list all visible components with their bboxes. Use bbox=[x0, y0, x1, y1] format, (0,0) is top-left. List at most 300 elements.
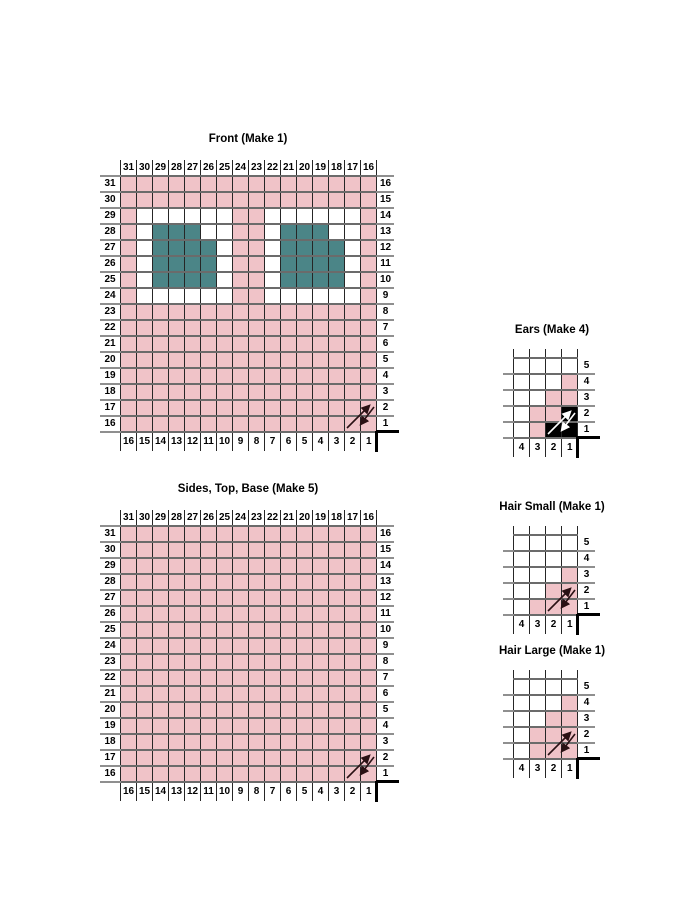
grid-cell bbox=[185, 288, 201, 304]
grid-cell bbox=[185, 558, 201, 574]
grid-cell bbox=[329, 352, 345, 368]
grid-cell bbox=[297, 352, 313, 368]
row-line-stub bbox=[503, 406, 514, 422]
grid-cell bbox=[345, 224, 361, 240]
grid-cell bbox=[153, 384, 169, 400]
grid-cell bbox=[217, 256, 233, 272]
column-label-bottom: 5 bbox=[297, 782, 313, 801]
grid-cell bbox=[169, 542, 185, 558]
grid-cell bbox=[281, 400, 297, 416]
row-label-right: 11 bbox=[377, 606, 395, 622]
grid-cell bbox=[265, 750, 281, 766]
grid-cell bbox=[217, 606, 233, 622]
grid-cell bbox=[249, 750, 265, 766]
grid-cell bbox=[169, 304, 185, 320]
grid-cell bbox=[297, 526, 313, 542]
column-label-bottom: 2 bbox=[546, 438, 562, 457]
row-line-stub bbox=[503, 422, 514, 438]
grid-cell bbox=[169, 400, 185, 416]
column-label-bottom: 3 bbox=[530, 438, 546, 457]
grid-cell bbox=[217, 590, 233, 606]
column-label: 21 bbox=[281, 510, 297, 526]
grid-cell bbox=[153, 240, 169, 256]
row-label-left: 25 bbox=[100, 622, 121, 638]
grid-cell bbox=[313, 622, 329, 638]
grid-cell bbox=[201, 336, 217, 352]
grid-cell bbox=[185, 368, 201, 384]
grid-cell bbox=[185, 670, 201, 686]
grid-cell bbox=[562, 390, 578, 406]
column-label-bottom: 1 bbox=[361, 782, 377, 801]
corner-spacer bbox=[578, 349, 596, 358]
grid-cell bbox=[329, 208, 345, 224]
grid-cell bbox=[169, 670, 185, 686]
grid-cell bbox=[121, 526, 137, 542]
grid-cell bbox=[137, 590, 153, 606]
grid-cell bbox=[169, 702, 185, 718]
grid-cell bbox=[233, 638, 249, 654]
grid-cell bbox=[313, 240, 329, 256]
grid-cell bbox=[153, 606, 169, 622]
grid-cell bbox=[313, 272, 329, 288]
grid-cell bbox=[530, 695, 546, 711]
grid-cell bbox=[233, 336, 249, 352]
grid-cell bbox=[233, 288, 249, 304]
grid-cell bbox=[281, 224, 297, 240]
grid-cell bbox=[329, 606, 345, 622]
row-line-stub bbox=[503, 711, 514, 727]
grid-cell bbox=[265, 702, 281, 718]
grid-cell bbox=[121, 734, 137, 750]
grid-cell bbox=[345, 288, 361, 304]
grid-cell bbox=[233, 320, 249, 336]
grid-cell bbox=[297, 734, 313, 750]
grid-cell bbox=[217, 558, 233, 574]
grid-cell bbox=[281, 416, 297, 432]
grid-cell bbox=[121, 208, 137, 224]
grid-cell bbox=[185, 352, 201, 368]
grid-cell bbox=[329, 336, 345, 352]
corner-spacer bbox=[578, 615, 596, 634]
grid-cell bbox=[137, 320, 153, 336]
grid-cell bbox=[153, 416, 169, 432]
grid-cell bbox=[233, 384, 249, 400]
grid-cell bbox=[313, 288, 329, 304]
grid-cell bbox=[329, 574, 345, 590]
grid-cell bbox=[345, 256, 361, 272]
grid-cell bbox=[514, 567, 530, 583]
grid-cell bbox=[153, 224, 169, 240]
grid-cell bbox=[121, 304, 137, 320]
grid-cell bbox=[201, 352, 217, 368]
row-label-left: 16 bbox=[100, 416, 121, 432]
grid-cell bbox=[217, 192, 233, 208]
grid-cell bbox=[217, 400, 233, 416]
grid-cell bbox=[562, 727, 578, 743]
grid-cell bbox=[169, 558, 185, 574]
grid-cell bbox=[153, 750, 169, 766]
row-line-stub bbox=[503, 743, 514, 759]
grid-cell bbox=[281, 702, 297, 718]
grid-cell bbox=[137, 336, 153, 352]
corner-start-mark bbox=[375, 431, 378, 452]
grid-cell bbox=[249, 606, 265, 622]
grid-cell bbox=[345, 526, 361, 542]
column-label-bottom: 7 bbox=[265, 432, 281, 451]
column-label: 18 bbox=[329, 160, 345, 176]
grid-cell bbox=[249, 686, 265, 702]
grid-cell bbox=[546, 679, 562, 695]
grid-cell bbox=[329, 542, 345, 558]
grid-cell bbox=[345, 574, 361, 590]
grid-cell bbox=[153, 400, 169, 416]
grid-cell bbox=[121, 574, 137, 590]
row-label-right: 5 bbox=[377, 702, 395, 718]
grid-cell bbox=[313, 526, 329, 542]
grid-cell bbox=[233, 686, 249, 702]
grid-cell bbox=[329, 638, 345, 654]
column-label: 30 bbox=[137, 160, 153, 176]
grid-cell bbox=[297, 766, 313, 782]
grid-cell bbox=[233, 718, 249, 734]
grid-cell bbox=[265, 256, 281, 272]
column-label: 17 bbox=[345, 160, 361, 176]
grid-cell bbox=[249, 176, 265, 192]
grid-cell bbox=[345, 702, 361, 718]
chart-body bbox=[492, 670, 612, 778]
grid-cell bbox=[562, 583, 578, 599]
grid-cell bbox=[185, 574, 201, 590]
grid-cell bbox=[530, 406, 546, 422]
grid-cell bbox=[137, 272, 153, 288]
corner-spacer bbox=[503, 759, 514, 778]
grid-cell bbox=[281, 384, 297, 400]
row-label-left: 20 bbox=[100, 702, 121, 718]
grid-cell bbox=[201, 654, 217, 670]
grid-cell bbox=[249, 734, 265, 750]
grid-cell bbox=[201, 638, 217, 654]
grid-cell bbox=[514, 743, 530, 759]
column-label-bottom: 15 bbox=[137, 782, 153, 801]
grid-cell bbox=[137, 558, 153, 574]
grid-cell bbox=[217, 686, 233, 702]
grid-cell bbox=[137, 416, 153, 432]
column-label: 29 bbox=[153, 160, 169, 176]
row-label-left: 18 bbox=[100, 734, 121, 750]
grid-cell bbox=[201, 192, 217, 208]
grid-cell bbox=[297, 670, 313, 686]
grid-cell bbox=[562, 358, 578, 374]
corner-start-mark bbox=[576, 614, 579, 635]
grid-cell bbox=[265, 416, 281, 432]
grid-cell bbox=[297, 654, 313, 670]
grid-cell bbox=[217, 654, 233, 670]
row-label-right: 6 bbox=[377, 336, 395, 352]
chart-title: Hair Large (Make 1) bbox=[498, 645, 606, 657]
grid-cell bbox=[185, 272, 201, 288]
grid-cell bbox=[562, 551, 578, 567]
grid-cell bbox=[201, 766, 217, 782]
grid-cell bbox=[345, 208, 361, 224]
grid-cell bbox=[265, 558, 281, 574]
grid-cell bbox=[249, 272, 265, 288]
row-label-left: 22 bbox=[100, 320, 121, 336]
row-label-right: 3 bbox=[578, 567, 596, 583]
column-label: 22 bbox=[265, 510, 281, 526]
grid-cell bbox=[249, 702, 265, 718]
grid-cell bbox=[265, 208, 281, 224]
grid-cell bbox=[153, 368, 169, 384]
grid-cell bbox=[329, 240, 345, 256]
grid-cell bbox=[297, 272, 313, 288]
grid-cell bbox=[233, 352, 249, 368]
corner-spacer bbox=[578, 670, 596, 679]
column-label-bottom: 4 bbox=[514, 438, 530, 457]
column-label: 24 bbox=[233, 160, 249, 176]
column-label-bottom: 10 bbox=[217, 432, 233, 451]
column-label-bottom: 3 bbox=[329, 782, 345, 801]
grid-cell bbox=[265, 272, 281, 288]
grid-cell bbox=[281, 320, 297, 336]
grid-cell bbox=[297, 416, 313, 432]
grid-cell bbox=[329, 400, 345, 416]
grid-cell bbox=[169, 272, 185, 288]
grid-cell bbox=[265, 670, 281, 686]
row-label-right: 4 bbox=[578, 695, 596, 711]
grid-cell bbox=[361, 304, 377, 320]
grid-cell bbox=[281, 638, 297, 654]
grid-cell bbox=[361, 622, 377, 638]
row-label-right: 12 bbox=[377, 240, 395, 256]
grid-cell bbox=[313, 384, 329, 400]
row-line-stub bbox=[503, 567, 514, 583]
grid-cell bbox=[121, 766, 137, 782]
column-line-stub bbox=[530, 670, 546, 679]
grid-cell bbox=[185, 718, 201, 734]
grid-cell bbox=[201, 272, 217, 288]
grid-cell bbox=[137, 750, 153, 766]
corner-spacer bbox=[503, 526, 514, 535]
grid-cell bbox=[281, 240, 297, 256]
grid-cell bbox=[121, 558, 137, 574]
grid-cell bbox=[361, 542, 377, 558]
grid-cell bbox=[265, 176, 281, 192]
grid-cell bbox=[265, 336, 281, 352]
grid-cell bbox=[201, 574, 217, 590]
grid-cell bbox=[297, 686, 313, 702]
grid-cell bbox=[249, 240, 265, 256]
column-label-bottom: 2 bbox=[546, 615, 562, 634]
grid-cell bbox=[233, 208, 249, 224]
grid-cell bbox=[297, 192, 313, 208]
corner-spacer bbox=[503, 349, 514, 358]
grid-cell bbox=[217, 750, 233, 766]
grid-cell bbox=[153, 718, 169, 734]
grid-cell bbox=[281, 622, 297, 638]
column-label-bottom: 2 bbox=[345, 782, 361, 801]
grid-cell bbox=[514, 711, 530, 727]
grid-cell bbox=[514, 406, 530, 422]
chart-title: Ears (Make 4) bbox=[514, 324, 590, 336]
grid-cell bbox=[185, 176, 201, 192]
grid-cell bbox=[233, 400, 249, 416]
column-label: 27 bbox=[185, 510, 201, 526]
grid-cell bbox=[185, 750, 201, 766]
row-line-stub bbox=[503, 374, 514, 390]
grid-cell bbox=[137, 670, 153, 686]
grid-cell bbox=[297, 718, 313, 734]
row-label-right: 6 bbox=[377, 686, 395, 702]
grid-cell bbox=[329, 702, 345, 718]
grid-cell bbox=[249, 336, 265, 352]
row-label-right: 12 bbox=[377, 590, 395, 606]
grid-cell bbox=[546, 358, 562, 374]
grid-cell bbox=[201, 526, 217, 542]
grid-cell bbox=[361, 654, 377, 670]
grid-cell bbox=[233, 622, 249, 638]
grid-cell bbox=[153, 272, 169, 288]
row-line-stub bbox=[503, 695, 514, 711]
grid-cell bbox=[153, 702, 169, 718]
column-label-bottom: 13 bbox=[169, 782, 185, 801]
column-label: 20 bbox=[297, 510, 313, 526]
column-label: 20 bbox=[297, 160, 313, 176]
grid-cell bbox=[345, 384, 361, 400]
grid-cell bbox=[201, 208, 217, 224]
grid-cell bbox=[185, 590, 201, 606]
column-label-bottom: 11 bbox=[201, 782, 217, 801]
grid-cell bbox=[121, 670, 137, 686]
grid-cell bbox=[249, 590, 265, 606]
corner-start-mark bbox=[376, 430, 399, 433]
grid-cell bbox=[361, 718, 377, 734]
grid-cell bbox=[121, 256, 137, 272]
grid-cell bbox=[217, 224, 233, 240]
grid-cell bbox=[137, 176, 153, 192]
grid-cell bbox=[233, 542, 249, 558]
grid-cell bbox=[185, 766, 201, 782]
grid-cell bbox=[233, 192, 249, 208]
grid-cell bbox=[137, 638, 153, 654]
grid-cell bbox=[137, 734, 153, 750]
grid-cell bbox=[313, 368, 329, 384]
grid-cell bbox=[169, 734, 185, 750]
column-line-stub bbox=[530, 349, 546, 358]
grid-cell bbox=[121, 702, 137, 718]
grid-cell bbox=[546, 567, 562, 583]
row-label-right: 9 bbox=[377, 638, 395, 654]
grid-cell bbox=[297, 622, 313, 638]
grid-cell bbox=[217, 734, 233, 750]
grid-cell bbox=[562, 422, 578, 438]
grid-cell bbox=[281, 272, 297, 288]
column-label: 22 bbox=[265, 160, 281, 176]
grid-cell bbox=[217, 670, 233, 686]
column-label: 27 bbox=[185, 160, 201, 176]
grid-cell bbox=[217, 766, 233, 782]
grid-cell bbox=[169, 622, 185, 638]
grid-cell bbox=[137, 526, 153, 542]
corner-start-mark bbox=[375, 781, 378, 802]
grid-cell bbox=[265, 526, 281, 542]
grid-cell bbox=[265, 240, 281, 256]
corner-start-mark bbox=[576, 758, 579, 779]
grid-cell bbox=[361, 352, 377, 368]
grid-cell bbox=[121, 288, 137, 304]
column-label-bottom: 2 bbox=[345, 432, 361, 451]
grid-cell bbox=[185, 638, 201, 654]
grid-cell bbox=[217, 702, 233, 718]
row-label-right: 1 bbox=[578, 743, 596, 759]
grid-cell bbox=[562, 695, 578, 711]
grid-cell bbox=[185, 416, 201, 432]
column-label-bottom: 16 bbox=[121, 782, 137, 801]
grid-cell bbox=[530, 727, 546, 743]
grid-cell bbox=[313, 606, 329, 622]
row-label-left: 26 bbox=[100, 256, 121, 272]
row-label-right: 4 bbox=[578, 551, 596, 567]
grid-cell bbox=[121, 686, 137, 702]
grid-cell bbox=[329, 416, 345, 432]
grid-cell bbox=[121, 606, 137, 622]
row-label-left: 27 bbox=[100, 590, 121, 606]
grid-cell bbox=[169, 176, 185, 192]
grid-cell bbox=[345, 622, 361, 638]
grid-cell bbox=[361, 526, 377, 542]
corner-spacer bbox=[377, 432, 395, 451]
grid-cell bbox=[233, 240, 249, 256]
column-label-bottom: 4 bbox=[313, 432, 329, 451]
grid-cell bbox=[153, 192, 169, 208]
grid-cell bbox=[361, 638, 377, 654]
grid-cell bbox=[562, 711, 578, 727]
grid-cell bbox=[217, 240, 233, 256]
row-label-right: 2 bbox=[578, 583, 596, 599]
corner-spacer bbox=[503, 670, 514, 679]
row-label-right: 2 bbox=[377, 750, 395, 766]
grid-cell bbox=[329, 654, 345, 670]
grid-cell bbox=[345, 606, 361, 622]
column-label: 31 bbox=[121, 160, 137, 176]
grid-cell bbox=[361, 240, 377, 256]
grid-cell bbox=[297, 606, 313, 622]
grid-cell bbox=[546, 727, 562, 743]
grid-cell bbox=[281, 352, 297, 368]
corner-start-mark bbox=[576, 437, 579, 458]
grid-cell bbox=[185, 240, 201, 256]
grid-cell bbox=[361, 558, 377, 574]
corner-spacer bbox=[100, 160, 121, 176]
row-label-left: 21 bbox=[100, 336, 121, 352]
grid-cell bbox=[361, 320, 377, 336]
grid-cell bbox=[345, 766, 361, 782]
row-label-right: 2 bbox=[578, 727, 596, 743]
grid-cell bbox=[169, 192, 185, 208]
row-label-right: 15 bbox=[377, 192, 395, 208]
grid-cell bbox=[562, 679, 578, 695]
grid-cell bbox=[137, 192, 153, 208]
grid-cell bbox=[562, 567, 578, 583]
grid-cell bbox=[329, 288, 345, 304]
grid-cell bbox=[281, 686, 297, 702]
grid-cell bbox=[153, 686, 169, 702]
grid-cell bbox=[153, 304, 169, 320]
grid-cell bbox=[313, 734, 329, 750]
grid-cell bbox=[217, 622, 233, 638]
column-label-bottom: 4 bbox=[514, 615, 530, 634]
grid-cell bbox=[233, 590, 249, 606]
grid-cell bbox=[530, 535, 546, 551]
